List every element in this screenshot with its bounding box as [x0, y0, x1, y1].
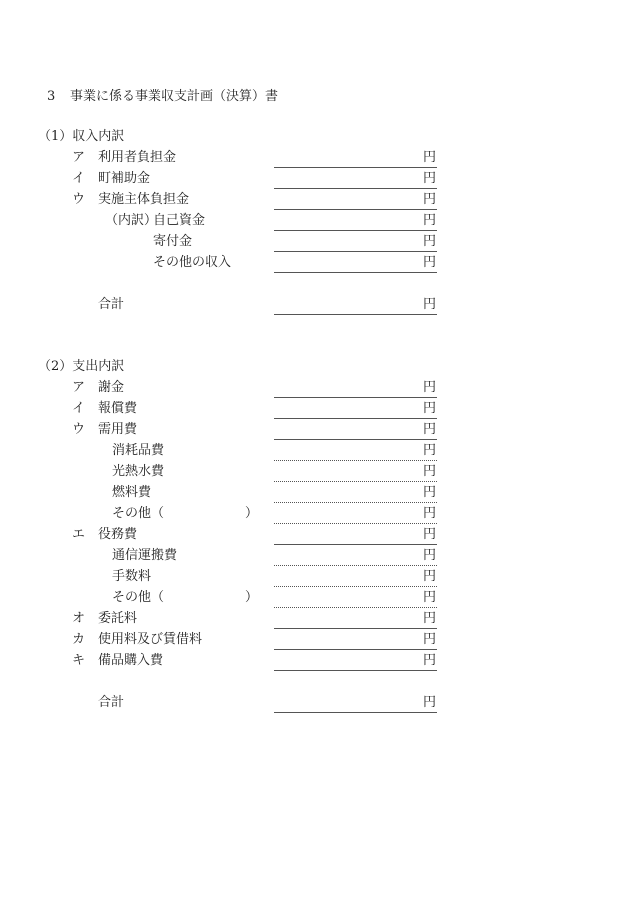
- yen-unit: 円: [422, 590, 436, 605]
- item-label: 役務費: [98, 527, 138, 542]
- expense-row: [0, 400, 630, 418]
- income-breakdown-row: [0, 254, 630, 272]
- yen-unit: 円: [422, 569, 436, 584]
- close-paren: ）: [245, 506, 259, 521]
- total-label: 合計: [98, 695, 125, 710]
- yen-unit: 円: [422, 213, 436, 228]
- item-marker: キ: [72, 653, 86, 668]
- item-label: 謝金: [98, 380, 125, 395]
- expense-sub-row: [0, 568, 630, 586]
- expense-sub-row: [0, 505, 630, 523]
- amount-field[interactable]: [274, 233, 437, 252]
- sub-item-label: 通信運搬費: [112, 548, 178, 563]
- amount-field[interactable]: [274, 149, 437, 168]
- income-total-row: [0, 296, 630, 314]
- income-row: [0, 149, 630, 167]
- item-marker: カ: [72, 632, 86, 647]
- amount-field[interactable]: [274, 442, 437, 461]
- amount-field[interactable]: [274, 379, 437, 398]
- item-label: 使用料及び賃借料: [98, 632, 203, 647]
- amount-field[interactable]: [274, 191, 437, 210]
- yen-unit: 円: [422, 171, 436, 186]
- page-title: 事業に係る事業収支計画（決算）書: [70, 89, 279, 104]
- sub-item-label: その他（: [112, 506, 165, 521]
- item-label: 利用者負担金: [98, 150, 177, 165]
- amount-field[interactable]: [274, 652, 437, 671]
- amount-field[interactable]: [274, 254, 437, 273]
- yen-unit: 円: [422, 527, 436, 542]
- item-marker: イ: [72, 171, 86, 186]
- expense-row: [0, 526, 630, 544]
- sub-item-label: 光熱水費: [112, 464, 165, 479]
- amount-field[interactable]: [274, 421, 437, 440]
- item-marker: ア: [72, 150, 86, 165]
- close-paren: ）: [245, 590, 259, 605]
- total-label: 合計: [98, 297, 125, 312]
- yen-unit: 円: [422, 150, 436, 165]
- expense-sub-row: [0, 547, 630, 565]
- yen-unit: 円: [422, 464, 436, 479]
- amount-field[interactable]: [274, 484, 437, 503]
- amount-field[interactable]: [274, 170, 437, 189]
- yen-unit: 円: [422, 297, 436, 312]
- income-row: [0, 170, 630, 188]
- item-label: 報償費: [98, 401, 138, 416]
- yen-unit: 円: [422, 422, 436, 437]
- income-breakdown-row: [0, 233, 630, 251]
- yen-unit: 円: [422, 401, 436, 416]
- yen-unit: 円: [422, 695, 436, 710]
- amount-field[interactable]: [274, 631, 437, 650]
- expense-row: [0, 421, 630, 439]
- yen-unit: 円: [422, 485, 436, 500]
- item-label: その他の収入: [153, 255, 232, 270]
- amount-field[interactable]: [274, 589, 437, 608]
- expense-row: [0, 379, 630, 397]
- sub-item-label: 手数料: [112, 569, 152, 584]
- yen-unit: 円: [422, 234, 436, 249]
- expense-sub-row: [0, 589, 630, 607]
- item-label: 実施主体負担金: [98, 192, 190, 207]
- amount-field[interactable]: [274, 400, 437, 419]
- item-marker: オ: [72, 611, 86, 626]
- amount-field[interactable]: [274, 568, 437, 587]
- amount-field[interactable]: [274, 212, 437, 231]
- amount-field[interactable]: [274, 463, 437, 482]
- amount-field[interactable]: [274, 505, 437, 524]
- item-label: 自己資金: [153, 213, 206, 228]
- yen-unit: 円: [422, 380, 436, 395]
- item-label: 備品購入費: [98, 653, 164, 668]
- expense-heading: （2）支出内訳: [38, 359, 125, 374]
- yen-unit: 円: [422, 632, 436, 647]
- item-marker: エ: [72, 527, 86, 542]
- yen-unit: 円: [422, 653, 436, 668]
- breakdown-prefix: （内訳）: [105, 213, 158, 228]
- amount-field[interactable]: [274, 526, 437, 545]
- expense-sub-row: [0, 463, 630, 481]
- expense-row: [0, 610, 630, 628]
- income-heading: （1）収入内訳: [38, 129, 125, 144]
- item-label: 委託料: [98, 611, 138, 626]
- sub-item-label: その他（: [112, 590, 165, 605]
- expense-sub-row: [0, 442, 630, 460]
- yen-unit: 円: [422, 548, 436, 563]
- yen-unit: 円: [422, 611, 436, 626]
- total-amount-field[interactable]: [274, 694, 437, 713]
- expense-row: [0, 652, 630, 670]
- expense-sub-row: [0, 484, 630, 502]
- title-number: 3: [47, 89, 56, 104]
- expense-row: [0, 631, 630, 649]
- expense-total-row: [0, 694, 630, 712]
- amount-field[interactable]: [274, 547, 437, 566]
- amount-field[interactable]: [274, 610, 437, 629]
- item-marker: ウ: [72, 422, 86, 437]
- total-amount-field[interactable]: [274, 296, 437, 315]
- item-label: 寄付金: [153, 234, 193, 249]
- item-marker: イ: [72, 401, 86, 416]
- yen-unit: 円: [422, 192, 436, 207]
- sub-item-label: 燃料費: [112, 485, 152, 500]
- income-row: [0, 191, 630, 209]
- item-label: 町補助金: [98, 171, 151, 186]
- income-breakdown-row: [0, 212, 630, 230]
- yen-unit: 円: [422, 443, 436, 458]
- sub-item-label: 消耗品費: [112, 443, 165, 458]
- yen-unit: 円: [422, 255, 436, 270]
- item-marker: ウ: [72, 192, 86, 207]
- yen-unit: 円: [422, 506, 436, 521]
- item-marker: ア: [72, 380, 86, 395]
- item-label: 需用費: [98, 422, 138, 437]
